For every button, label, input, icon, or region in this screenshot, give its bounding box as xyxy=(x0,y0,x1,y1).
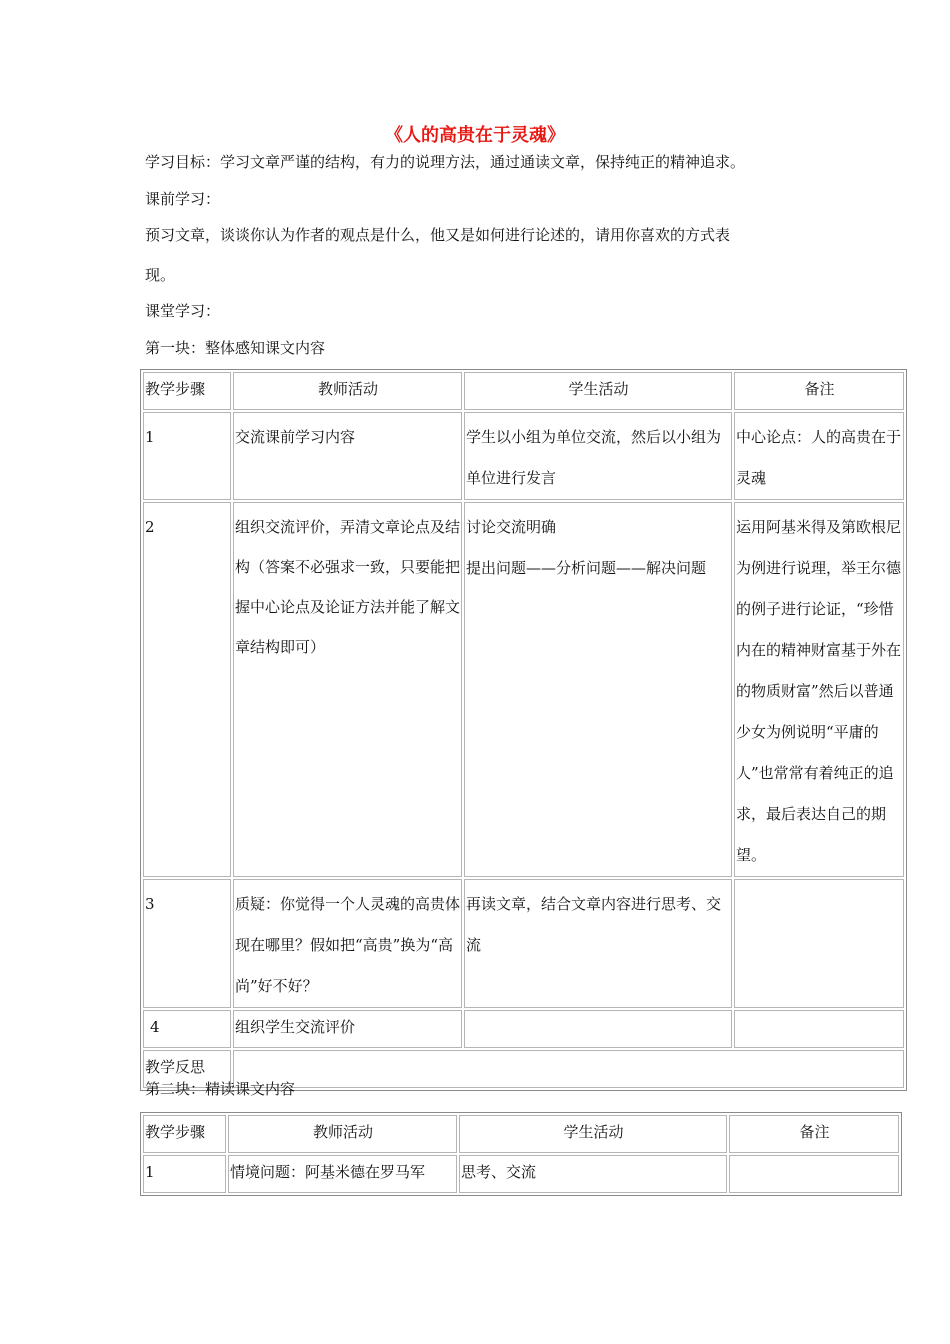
learning-objective: 学习目标：学习文章严谨的结构，有力的说理方法，通过通读文章，保持纯正的精神追求。 xyxy=(145,153,746,171)
reflection-value xyxy=(233,1050,904,1088)
student-activity-line: 讨论交流明确 xyxy=(466,518,557,536)
pre-class-text: 预习文章，谈谈你认为作者的观点是什么，他又是如何进行论述的，请用你喜欢的方式表 xyxy=(145,226,731,244)
step-cell: 4 xyxy=(143,1010,231,1048)
pre-class-text-continued: 现。 xyxy=(145,266,176,284)
teacher-activity-cell: 质疑：你觉得一个人灵魂的高贵体现在哪里？假如把“高贵”换为“高尚”好不好？ xyxy=(233,879,462,1008)
document-title: 《人的高贵在于灵魂》 xyxy=(385,125,565,146)
block2-heading: 第二块：精读课文内容 xyxy=(145,1080,296,1098)
student-activity-cell xyxy=(464,502,732,877)
step-cell: 2 xyxy=(143,502,231,877)
student-activity-cell: 思考、交流 xyxy=(459,1155,727,1193)
step-cell: 1 xyxy=(143,1155,226,1193)
student-activity-cell: 学生以小组为单位交流，然后以小组为单位进行发言 xyxy=(464,412,732,500)
lesson-table-2 xyxy=(140,1112,902,1196)
student-activity-cell: 再读文章，结合文章内容进行思考、交流 xyxy=(464,879,732,1008)
table-row xyxy=(143,1155,899,1193)
note-cell: 运用阿基米得及第欧根尼为例进行说理，举王尔德的例子进行论证，“珍惜内在的精神财富基于外在的物质财富”然后以普通少女为例说明“平庸的人”也常常有着纯正的追求，最后表达自己的期望。 xyxy=(734,502,904,877)
header-teacher: 教师活动 xyxy=(228,1115,457,1153)
step-cell: 3 xyxy=(143,879,231,1008)
pre-class-heading: 课前学习： xyxy=(145,190,221,208)
teacher-activity-cell: 组织学生交流评价 xyxy=(233,1010,462,1048)
reflection-label: 教学反思 xyxy=(143,1050,231,1088)
header-step: 教学步骤 xyxy=(143,372,231,410)
table-header-row xyxy=(143,372,904,410)
header-step: 教学步骤 xyxy=(143,1115,226,1153)
note-cell xyxy=(734,1010,904,1048)
teacher-activity-cell: 情境问题：阿基米德在罗马军 xyxy=(228,1155,457,1193)
student-activity-cell xyxy=(464,1010,732,1048)
step-cell: 1 xyxy=(143,412,231,500)
note-cell xyxy=(734,879,904,1008)
teacher-activity-cell: 组织交流评价，弄清文章论点及结构（答案不必强求一致，只要能把握中心论点及论证方法并能了解文章结构即可） xyxy=(233,502,462,877)
in-class-heading: 课堂学习： xyxy=(145,302,221,320)
table-header-row xyxy=(143,1115,899,1153)
header-note: 备注 xyxy=(729,1115,899,1153)
header-student: 学生活动 xyxy=(464,372,732,410)
note-cell: 中心论点：人的高贵在于灵魂 xyxy=(734,412,904,500)
lesson-table-1 xyxy=(140,369,907,1091)
header-note: 备注 xyxy=(734,372,904,410)
block1-heading: 第一块：整体感知课文内容 xyxy=(145,339,326,357)
header-student: 学生活动 xyxy=(459,1115,727,1153)
table-row xyxy=(143,502,904,877)
student-activity-line: 提出问题——分析问题——解决问题 xyxy=(466,559,707,577)
table-row xyxy=(143,412,904,500)
table-row xyxy=(143,1010,904,1048)
header-teacher: 教师活动 xyxy=(233,372,462,410)
table-row xyxy=(143,879,904,1008)
note-cell xyxy=(729,1155,899,1193)
teacher-activity-cell: 交流课前学习内容 xyxy=(233,412,462,500)
